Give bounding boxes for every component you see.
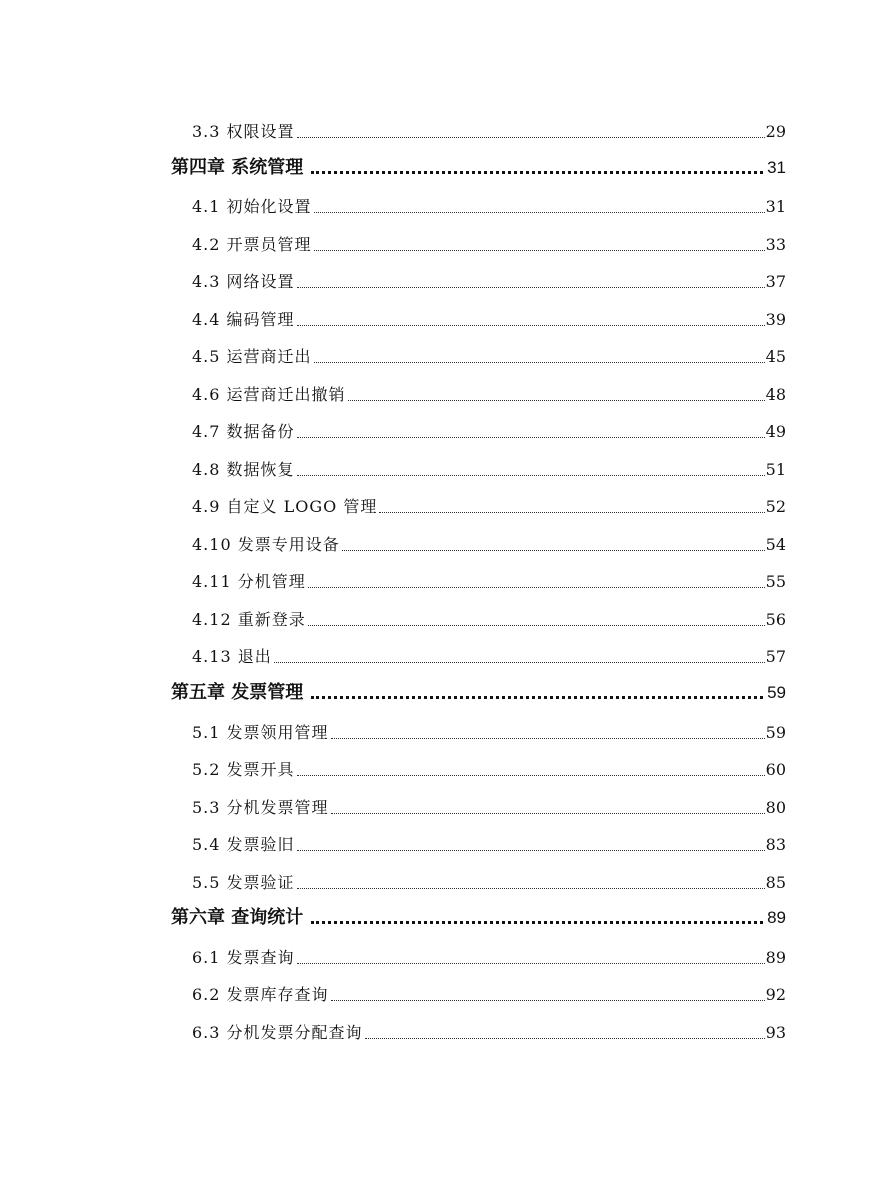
- toc-page-number: 55: [765, 572, 786, 591]
- toc-page-number: 59: [767, 683, 786, 702]
- toc-entry-4-13[interactable]: [192, 647, 786, 667]
- toc-entry-label: 4.3 网络设置: [192, 272, 295, 291]
- toc-entry-4-8[interactable]: [192, 460, 786, 480]
- toc-entry-3-3[interactable]: [192, 122, 786, 142]
- dot-leader: [308, 587, 765, 588]
- toc-page-number: 89: [767, 908, 786, 927]
- dot-leader: [308, 625, 765, 626]
- toc-page-number: 60: [765, 760, 786, 779]
- dot-leader: [297, 287, 765, 288]
- dot-leader: [297, 325, 765, 326]
- toc-page-number: 39: [765, 310, 786, 329]
- toc-entry-label: 5.5 发票验证: [192, 873, 295, 892]
- toc-page-number: 45: [765, 347, 786, 366]
- toc-page-number: 31: [767, 158, 786, 177]
- dot-leader: [365, 1038, 765, 1039]
- toc-entry-4-2[interactable]: [192, 235, 786, 255]
- toc-page-number: 89: [765, 948, 786, 967]
- toc-entry-6-3[interactable]: [192, 1023, 786, 1043]
- toc-page-number: 93: [765, 1023, 786, 1042]
- toc-entry-label: 4.1 初始化设置: [192, 197, 312, 216]
- toc-page-number: 51: [765, 460, 786, 479]
- toc-chapter-label: 第五章 发票管理: [171, 682, 304, 703]
- toc-chapter-6[interactable]: [171, 907, 786, 929]
- toc-entry-4-10[interactable]: [192, 535, 786, 555]
- dot-leader: [297, 888, 765, 889]
- toc-entry-label: 5.3 分机发票管理: [192, 798, 329, 817]
- toc-chapter-label: 第四章 系统管理: [171, 157, 304, 178]
- toc-entry-4-6[interactable]: [192, 385, 786, 405]
- toc-entry-label: 4.9 自定义 LOGO 管理: [192, 497, 378, 516]
- toc-entry-label: 4.11 分机管理: [192, 572, 306, 591]
- toc-entry-4-9[interactable]: [192, 497, 786, 517]
- dot-leader: [331, 813, 765, 814]
- toc-page-number: 52: [765, 497, 786, 516]
- toc-page-number: 37: [765, 272, 786, 291]
- toc-page-number: 92: [765, 985, 786, 1004]
- toc-page-number: 54: [765, 535, 786, 554]
- toc-page-number: 59: [765, 723, 786, 742]
- toc-entry-5-5[interactable]: [192, 873, 786, 893]
- dot-leader: [297, 850, 765, 851]
- toc-entry-label: 6.2 发票库存查询: [192, 985, 329, 1004]
- dot-leader: [297, 137, 765, 138]
- toc-entry-4-1[interactable]: [192, 197, 786, 217]
- dot-leader: [342, 550, 765, 551]
- dot-leader: [348, 400, 765, 401]
- toc-page-number: 48: [765, 385, 786, 404]
- toc-entry-5-2[interactable]: [192, 760, 786, 780]
- toc-entry-label: 5.1 发票领用管理: [192, 723, 329, 742]
- toc-chapter-5[interactable]: [171, 682, 786, 704]
- toc-entry-label: 6.1 发票查询: [192, 948, 295, 967]
- toc-page-number: 85: [765, 873, 786, 892]
- toc-entry-label: 4.8 数据恢复: [192, 460, 295, 479]
- dot-leader: [297, 437, 765, 438]
- toc-entry-5-1[interactable]: [192, 723, 786, 743]
- toc-entry-4-12[interactable]: [192, 610, 786, 630]
- dot-leader: [314, 212, 765, 213]
- toc-entry-label: 6.3 分机发票分配查询: [192, 1023, 363, 1042]
- toc-entry-5-4[interactable]: [192, 835, 786, 855]
- dot-leader: [311, 171, 763, 174]
- dot-leader: [311, 921, 763, 924]
- dot-leader: [331, 738, 765, 739]
- toc-entry-label: 4.10 发票专用设备: [192, 535, 340, 554]
- toc-page-number: 49: [765, 422, 786, 441]
- toc-entry-label: 4.7 数据备份: [192, 422, 295, 441]
- toc-entry-label: 4.4 编码管理: [192, 310, 295, 329]
- toc-entry-4-7[interactable]: [192, 422, 786, 442]
- dot-leader: [274, 662, 765, 663]
- dot-leader: [314, 250, 765, 251]
- toc-entry-4-3[interactable]: [192, 272, 786, 292]
- toc-entry-label: 5.4 发票验旧: [192, 835, 295, 854]
- toc-page-number: 57: [765, 647, 786, 666]
- toc-entry-label: 4.2 开票员管理: [192, 235, 312, 254]
- toc-entry-label: 4.12 重新登录: [192, 610, 306, 629]
- toc-page-number: 33: [765, 235, 786, 254]
- toc-entry-label: 4.5 运营商迁出: [192, 347, 312, 366]
- toc-entry-4-5[interactable]: [192, 347, 786, 367]
- toc-entry-label: 4.6 运营商迁出撤销: [192, 385, 346, 404]
- toc-page-number: 31: [765, 197, 786, 216]
- toc-page-number: 56: [765, 610, 786, 629]
- toc-chapter-label: 第六章 查询统计: [171, 907, 304, 928]
- toc-entry-5-3[interactable]: [192, 798, 786, 818]
- dot-leader: [311, 696, 763, 699]
- toc-entry-4-11[interactable]: [192, 572, 786, 592]
- dot-leader: [297, 963, 765, 964]
- dot-leader: [297, 775, 765, 776]
- toc-chapter-4[interactable]: [171, 157, 786, 179]
- toc-entry-label: 4.13 退出: [192, 647, 272, 666]
- toc-page-number: 29: [765, 122, 786, 141]
- dot-leader: [314, 362, 765, 363]
- toc-entry-6-1[interactable]: [192, 948, 786, 968]
- toc-page-number: 80: [765, 798, 786, 817]
- toc-entry-label: 5.2 发票开具: [192, 760, 295, 779]
- toc-page-number: 83: [765, 835, 786, 854]
- toc-entry-label: 3.3 权限设置: [192, 122, 295, 141]
- dot-leader: [331, 1000, 765, 1001]
- toc-entry-6-2[interactable]: [192, 985, 786, 1005]
- toc-entry-4-4[interactable]: [192, 310, 786, 330]
- dot-leader: [379, 512, 764, 513]
- dot-leader: [297, 475, 765, 476]
